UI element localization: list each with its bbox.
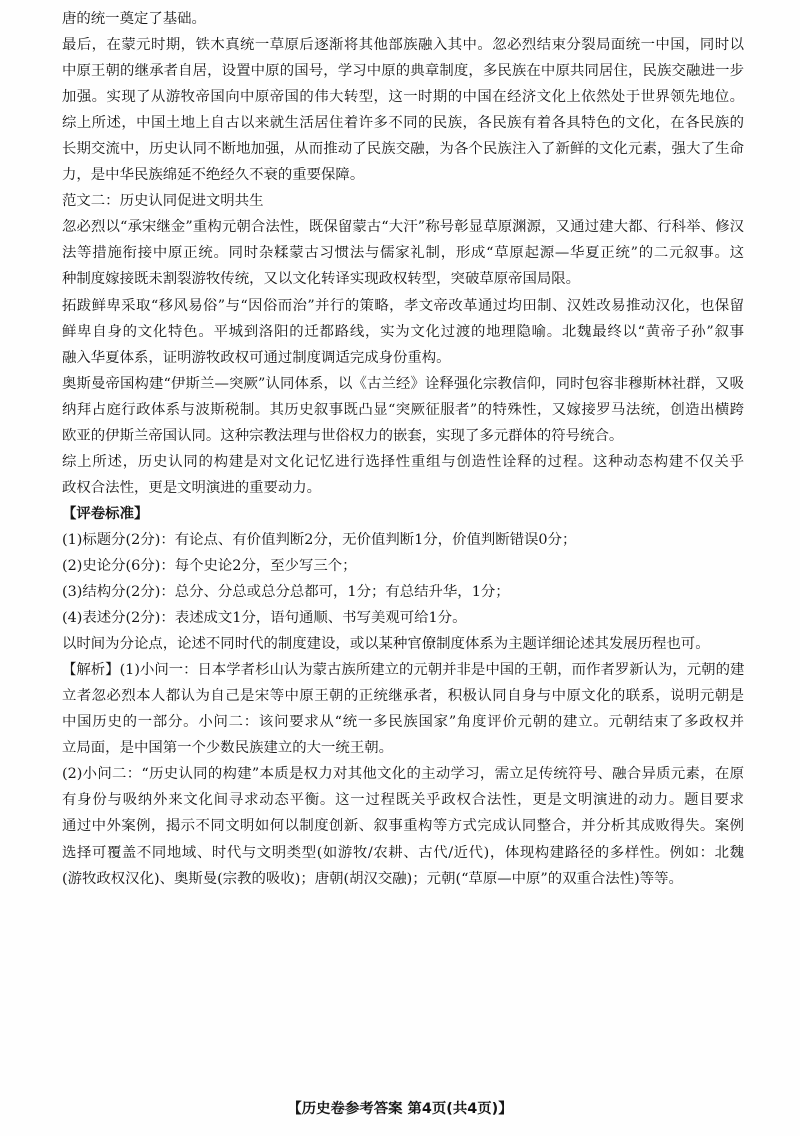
text-line: 范文二：历史认同促进文明共生 xyxy=(62,193,264,210)
text-line: 立者忽必烈本人都认为自己是宋等中原王朝的正统继承者，积极认同自身与中原文化的联系，说明元朝是 xyxy=(62,688,744,705)
text-line: 法等措施衔接中原正统。同时杂糅蒙古习惯法与儒家礼制，形成“草原起源—华夏正统”的二元叙事。这 xyxy=(62,245,744,262)
text-line: 综上所述，中国土地上自古以来就生活居住着许多不同的民族，各民族有着各具特色的文化，在各民族的 xyxy=(62,115,744,132)
text-line: 长期交流中，历史认同不断地加强，从而推动了民族交融，为各个民族注入了新鲜的文化元素，强大了生命 xyxy=(62,141,744,158)
text-line: (2)史论分(6分)：每个史论2分，至少写三个； xyxy=(62,557,357,574)
text-line: 通过中外案例，揭示不同文明如何以制度创新、叙事重构等方式完成认同整合，并分析其成败得失。案例 xyxy=(62,818,744,835)
text-line: (2)小问二：“历史认同的构建”本质是权力对其他文化的主动学习，需立足传统符号、融合异质元素，在原 xyxy=(62,766,744,783)
text-line: (4)表述分(2分)：表述成文1分，语句通顺、书写美观可给1分。 xyxy=(62,610,467,627)
text-line: 政权合法性，更是文明演进的重要动力。 xyxy=(62,479,322,496)
text-line: 中原王朝的继承者自居，设置中原的国号，学习中原的典章制度，多民族在中原共同居住，民族交融进一步 xyxy=(62,63,744,80)
text-line: 融入华夏体系，证明游牧政权可通过制度调适完成身份重构。 xyxy=(62,349,451,366)
answer-text-body xyxy=(62,6,744,892)
text-line: 有身份与吸纳外来文化间寻求动态平衡。这一过程既关乎政权合法性，更是文明演进的动力。题目要求 xyxy=(62,792,744,809)
text-line: (3)结构分(2分)：总分、分总或总分总都可，1分；有总结升华，1分； xyxy=(62,584,510,601)
text-line: 种制度嫁接既未割裂游牧传统，又以文化转译实现政权转型，突破草原帝国局限。 xyxy=(62,271,581,288)
text-line: (1)标题分(2分)：有论点、有价值判断2分，无价值判断1分，价值判断错误0分； xyxy=(62,531,577,548)
text-line: 鲜卑自身的文化特色。平城到洛阳的迁都路线，实为文化过渡的地理隐喻。北魏最终以“黄帝子孙”叙事 xyxy=(62,323,744,340)
text-line: 奥斯曼帝国构建“伊斯兰—突厥”认同体系，以《古兰经》诠释强化宗教信仰，同时包容非穆斯林社群，又吸 xyxy=(62,375,744,392)
text-line: 综上所述，历史认同的构建是对文化记忆进行选择性重组与创造性诠释的过程。这种动态构建不仅关乎 xyxy=(62,453,744,470)
text-line: 纳拜占庭行政体系与波斯税制。其历史叙事既凸显“突厥征服者”的特殊性，又嫁接罗马法统，创造出横跨 xyxy=(62,401,744,418)
text-line: 中国历史的一部分。小问二：该问要求从“统一多民族国家”角度评价元朝的建立。元朝结束了多政权并 xyxy=(62,714,744,731)
text-line: 【解析】(1)小问一：日本学者杉山认为蒙古族所建立的元朝并非是中国的王朝，而作者罗新认为，元朝的建 xyxy=(62,662,745,679)
text-line: 欧亚的伊斯兰帝国认同。这种宗教法理与世俗权力的嵌套，实现了多元群体的符号统合。 xyxy=(62,427,624,444)
section-heading: 【评卷标准】 xyxy=(62,505,149,522)
text-line: 最后，在蒙元时期，铁木真统一草原后逐渐将其他部族融入其中。忽必烈结束分裂局面统一中国，同时以 xyxy=(62,37,744,54)
text-line: (游牧政权汉化)、奥斯曼(宗教的吸收)；唐朝(胡汉交融)；元朝(“草原—中原”的双重合法性)等等。 xyxy=(62,870,683,887)
text-line: 力，是中华民族绵延不绝经久不衰的重要保障。 xyxy=(62,167,365,184)
text-line: 选择可覆盖不同地域、时代与文明类型(如游牧/农耕、古代/近代)，体现构建路径的多样性。例如：北魏 xyxy=(62,844,744,861)
text-line: 拓跋鲜卑采取“移风易俗”与“因俗而治”并行的策略，孝文帝改革通过均田制、汉姓改易推动汉化，也保留 xyxy=(62,297,744,314)
text-line: 立局面，是中国第一个少数民族建立的大一统王朝。 xyxy=(62,740,393,757)
page-footer: 【历史卷参考答案 第4页(共4页)】 xyxy=(287,1101,513,1117)
text-line: 唐的统一奠定了基础。 xyxy=(62,11,206,27)
text-line: 以时间为分论点，论述不同时代的制度建设，或以某种官僚制度体系为主题详细论述其发展历程也可。 xyxy=(62,636,710,653)
text-line: 加强。实现了从游牧帝国向中原帝国的伟大转型，这一时期的中国在经济文化上依然处于世界领先地位。 xyxy=(62,89,744,106)
text-line: 忽必烈以“承宋继金”重构元朝合法性，既保留蒙古“大汗”称号彰显草原渊源，又通过建大都、行科举、修汉 xyxy=(62,219,744,236)
